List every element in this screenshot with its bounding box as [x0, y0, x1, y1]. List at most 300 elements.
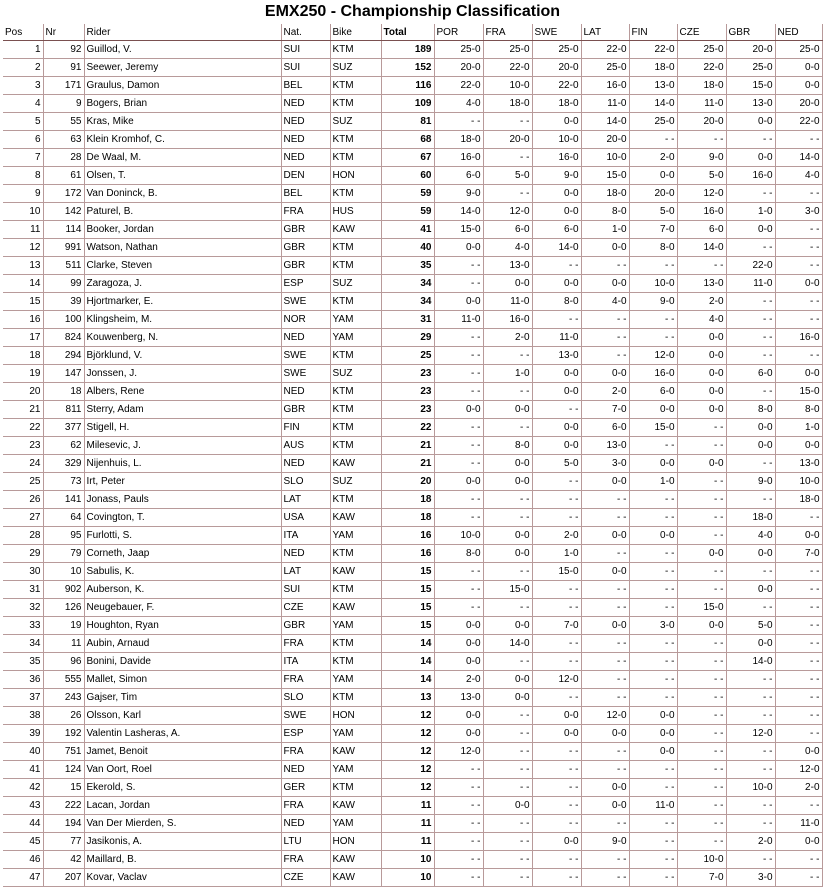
cell-nat: ESP: [281, 725, 330, 743]
cell-rider: Watson, Nathan: [84, 239, 281, 257]
cell-lat: 13-0: [581, 437, 629, 455]
cell-fin: - -: [629, 815, 677, 833]
cell-ned: - -: [775, 239, 822, 257]
cell-total: 12: [381, 779, 434, 797]
cell-pos: 22: [3, 419, 43, 437]
cell-pos: 19: [3, 365, 43, 383]
table-row: [3, 671, 822, 689]
cell-fin: 18-0: [629, 59, 677, 77]
cell-fra: 0-0: [483, 617, 532, 635]
cell-lat: - -: [581, 761, 629, 779]
cell-ned: 10-0: [775, 473, 822, 491]
cell-total: 25: [381, 347, 434, 365]
table-row: [3, 815, 822, 833]
cell-bike: SUZ: [330, 113, 381, 131]
cell-nat: NED: [281, 149, 330, 167]
cell-total: 23: [381, 365, 434, 383]
cell-nat: GBR: [281, 221, 330, 239]
cell-swe: 0-0: [532, 707, 581, 725]
cell-total: 189: [381, 41, 434, 59]
cell-swe: 0-0: [532, 383, 581, 401]
cell-fin: - -: [629, 779, 677, 797]
cell-nat: SUI: [281, 59, 330, 77]
cell-fra: - -: [483, 113, 532, 131]
cell-pos: 9: [3, 185, 43, 203]
cell-total: 152: [381, 59, 434, 77]
cell-fin: 1-0: [629, 473, 677, 491]
cell-fra: 10-0: [483, 77, 532, 95]
cell-pos: 12: [3, 239, 43, 257]
cell-rider: Van Doninck, B.: [84, 185, 281, 203]
cell-nr: 171: [43, 77, 84, 95]
cell-lat: - -: [581, 257, 629, 275]
cell-fin: - -: [629, 491, 677, 509]
cell-bike: HON: [330, 833, 381, 851]
cell-nat: GBR: [281, 617, 330, 635]
cell-swe: 11-0: [532, 329, 581, 347]
cell-rider: Milesevic, J.: [84, 437, 281, 455]
cell-bike: KAW: [330, 797, 381, 815]
cell-nr: 222: [43, 797, 84, 815]
cell-nat: NED: [281, 131, 330, 149]
cell-ned: - -: [775, 725, 822, 743]
header-swe: SWE: [532, 24, 581, 41]
cell-ned: - -: [775, 707, 822, 725]
cell-lat: 25-0: [581, 59, 629, 77]
cell-fra: 6-0: [483, 221, 532, 239]
cell-nr: 147: [43, 365, 84, 383]
cell-rider: Bonini, Davide: [84, 653, 281, 671]
table-header-row: [3, 24, 822, 41]
cell-cze: - -: [677, 707, 726, 725]
cell-cze: - -: [677, 491, 726, 509]
cell-por: - -: [434, 437, 483, 455]
cell-swe: - -: [532, 797, 581, 815]
table-row: [3, 455, 822, 473]
cell-fin: 7-0: [629, 221, 677, 239]
cell-fin: 2-0: [629, 149, 677, 167]
cell-lat: - -: [581, 671, 629, 689]
cell-pos: 45: [3, 833, 43, 851]
cell-bike: KTM: [330, 239, 381, 257]
cell-bike: YAM: [330, 671, 381, 689]
cell-gbr: 6-0: [726, 365, 775, 383]
cell-fin: - -: [629, 545, 677, 563]
cell-gbr: 8-0: [726, 401, 775, 419]
cell-ned: - -: [775, 635, 822, 653]
cell-rider: Jonssen, J.: [84, 365, 281, 383]
cell-pos: 28: [3, 527, 43, 545]
cell-nat: LAT: [281, 491, 330, 509]
cell-bike: HON: [330, 707, 381, 725]
cell-nr: 100: [43, 311, 84, 329]
cell-nat: SWE: [281, 347, 330, 365]
cell-fra: 25-0: [483, 41, 532, 59]
cell-total: 14: [381, 653, 434, 671]
cell-rider: Olsson, Karl: [84, 707, 281, 725]
cell-ned: 0-0: [775, 59, 822, 77]
cell-fin: - -: [629, 131, 677, 149]
cell-gbr: - -: [726, 311, 775, 329]
cell-rider: Graulus, Damon: [84, 77, 281, 95]
cell-gbr: 25-0: [726, 59, 775, 77]
cell-fra: 8-0: [483, 437, 532, 455]
cell-por: - -: [434, 365, 483, 383]
cell-bike: KTM: [330, 401, 381, 419]
cell-fin: 9-0: [629, 293, 677, 311]
cell-gbr: - -: [726, 347, 775, 365]
cell-lat: 16-0: [581, 77, 629, 95]
cell-por: 14-0: [434, 203, 483, 221]
cell-pos: 3: [3, 77, 43, 95]
cell-pos: 11: [3, 221, 43, 239]
cell-rider: Guillod, V.: [84, 41, 281, 59]
cell-nr: 141: [43, 491, 84, 509]
cell-pos: 30: [3, 563, 43, 581]
cell-pos: 26: [3, 491, 43, 509]
cell-total: 40: [381, 239, 434, 257]
cell-ned: 11-0: [775, 815, 822, 833]
cell-cze: - -: [677, 779, 726, 797]
cell-cze: 18-0: [677, 77, 726, 95]
cell-bike: HON: [330, 167, 381, 185]
cell-fra: 0-0: [483, 689, 532, 707]
cell-por: 0-0: [434, 707, 483, 725]
cell-cze: 4-0: [677, 311, 726, 329]
cell-lat: 0-0: [581, 275, 629, 293]
cell-swe: - -: [532, 473, 581, 491]
header-bike: Bike: [330, 24, 381, 41]
cell-fra: - -: [483, 383, 532, 401]
cell-nat: USA: [281, 509, 330, 527]
cell-por: 0-0: [434, 635, 483, 653]
cell-cze: - -: [677, 509, 726, 527]
cell-nr: 172: [43, 185, 84, 203]
cell-ned: - -: [775, 869, 822, 887]
cell-nr: 64: [43, 509, 84, 527]
header-rider: Rider: [84, 24, 281, 41]
cell-rider: Albers, Rene: [84, 383, 281, 401]
cell-gbr: 0-0: [726, 149, 775, 167]
cell-nr: 26: [43, 707, 84, 725]
cell-pos: 5: [3, 113, 43, 131]
cell-fra: - -: [483, 779, 532, 797]
cell-gbr: - -: [726, 761, 775, 779]
cell-fin: - -: [629, 851, 677, 869]
cell-bike: KTM: [330, 419, 381, 437]
cell-pos: 44: [3, 815, 43, 833]
cell-por: - -: [434, 779, 483, 797]
cell-nat: BEL: [281, 185, 330, 203]
cell-ned: - -: [775, 581, 822, 599]
cell-ned: 1-0: [775, 419, 822, 437]
cell-lat: 11-0: [581, 95, 629, 113]
cell-pos: 35: [3, 653, 43, 671]
cell-nat: NOR: [281, 311, 330, 329]
cell-pos: 36: [3, 671, 43, 689]
cell-lat: - -: [581, 491, 629, 509]
cell-total: 22: [381, 419, 434, 437]
cell-por: 4-0: [434, 95, 483, 113]
cell-fra: - -: [483, 743, 532, 761]
cell-pos: 47: [3, 869, 43, 887]
cell-nat: CZE: [281, 869, 330, 887]
cell-ned: - -: [775, 509, 822, 527]
cell-gbr: 11-0: [726, 275, 775, 293]
cell-bike: KTM: [330, 635, 381, 653]
cell-nr: 73: [43, 473, 84, 491]
cell-por: - -: [434, 509, 483, 527]
cell-total: 10: [381, 869, 434, 887]
cell-pos: 38: [3, 707, 43, 725]
cell-cze: 13-0: [677, 275, 726, 293]
cell-por: - -: [434, 833, 483, 851]
cell-cze: 0-0: [677, 455, 726, 473]
header-cze: CZE: [677, 24, 726, 41]
cell-total: 14: [381, 635, 434, 653]
cell-pos: 32: [3, 599, 43, 617]
header-total: Total: [381, 24, 434, 41]
cell-fin: - -: [629, 581, 677, 599]
header-nr: Nr: [43, 24, 84, 41]
cell-ned: - -: [775, 851, 822, 869]
table-row: [3, 167, 822, 185]
cell-gbr: - -: [726, 185, 775, 203]
cell-rider: Irt, Peter: [84, 473, 281, 491]
cell-pos: 16: [3, 311, 43, 329]
cell-por: - -: [434, 563, 483, 581]
cell-por: 12-0: [434, 743, 483, 761]
cell-nat: SWE: [281, 293, 330, 311]
cell-fra: 0-0: [483, 275, 532, 293]
cell-gbr: 0-0: [726, 113, 775, 131]
cell-cze: 0-0: [677, 545, 726, 563]
cell-total: 20: [381, 473, 434, 491]
cell-total: 41: [381, 221, 434, 239]
cell-fra: - -: [483, 761, 532, 779]
cell-nr: 95: [43, 527, 84, 545]
cell-swe: 12-0: [532, 671, 581, 689]
cell-rider: Booker, Jordan: [84, 221, 281, 239]
cell-total: 59: [381, 203, 434, 221]
cell-total: 21: [381, 437, 434, 455]
cell-rider: Sabulis, K.: [84, 563, 281, 581]
cell-nr: 96: [43, 653, 84, 671]
cell-fin: 3-0: [629, 617, 677, 635]
table-row: [3, 419, 822, 437]
cell-nat: NED: [281, 329, 330, 347]
cell-pos: 40: [3, 743, 43, 761]
cell-por: 9-0: [434, 185, 483, 203]
cell-nat: DEN: [281, 167, 330, 185]
cell-lat: - -: [581, 635, 629, 653]
cell-total: 10: [381, 851, 434, 869]
cell-ned: 15-0: [775, 383, 822, 401]
cell-fra: - -: [483, 419, 532, 437]
cell-lat: 18-0: [581, 185, 629, 203]
cell-nat: FRA: [281, 203, 330, 221]
table-row: [3, 617, 822, 635]
cell-por: 2-0: [434, 671, 483, 689]
cell-por: 0-0: [434, 401, 483, 419]
cell-fin: 11-0: [629, 797, 677, 815]
cell-rider: Ekerold, S.: [84, 779, 281, 797]
cell-por: - -: [434, 329, 483, 347]
cell-total: 11: [381, 797, 434, 815]
cell-por: - -: [434, 761, 483, 779]
cell-nat: SUI: [281, 41, 330, 59]
cell-por: - -: [434, 815, 483, 833]
cell-total: 18: [381, 509, 434, 527]
cell-swe: - -: [532, 815, 581, 833]
cell-fin: 10-0: [629, 275, 677, 293]
cell-fin: 0-0: [629, 167, 677, 185]
header-pos: Pos: [3, 24, 43, 41]
cell-nr: 126: [43, 599, 84, 617]
cell-rider: Furlotti, S.: [84, 527, 281, 545]
cell-swe: - -: [532, 761, 581, 779]
cell-pos: 42: [3, 779, 43, 797]
cell-pos: 17: [3, 329, 43, 347]
cell-rider: Kovar, Vaclav: [84, 869, 281, 887]
cell-cze: - -: [677, 815, 726, 833]
cell-gbr: - -: [726, 455, 775, 473]
cell-por: 0-0: [434, 617, 483, 635]
cell-ned: 25-0: [775, 41, 822, 59]
cell-cze: 0-0: [677, 329, 726, 347]
cell-swe: - -: [532, 779, 581, 797]
cell-bike: YAM: [330, 311, 381, 329]
cell-nr: 18: [43, 383, 84, 401]
cell-gbr: - -: [726, 491, 775, 509]
cell-ned: 0-0: [775, 275, 822, 293]
cell-bike: KAW: [330, 851, 381, 869]
cell-gbr: - -: [726, 599, 775, 617]
cell-gbr: 16-0: [726, 167, 775, 185]
cell-swe: 0-0: [532, 419, 581, 437]
cell-lat: 0-0: [581, 779, 629, 797]
cell-fin: 6-0: [629, 383, 677, 401]
header-por: POR: [434, 24, 483, 41]
cell-swe: 5-0: [532, 455, 581, 473]
cell-fra: 11-0: [483, 293, 532, 311]
cell-rider: Valentin Lasheras, A.: [84, 725, 281, 743]
cell-nat: SUI: [281, 581, 330, 599]
cell-swe: 2-0: [532, 527, 581, 545]
cell-rider: Seewer, Jeremy: [84, 59, 281, 77]
cell-bike: HUS: [330, 203, 381, 221]
cell-ned: - -: [775, 671, 822, 689]
cell-pos: 20: [3, 383, 43, 401]
cell-nr: 243: [43, 689, 84, 707]
cell-gbr: - -: [726, 383, 775, 401]
cell-nat: ESP: [281, 275, 330, 293]
cell-nr: 811: [43, 401, 84, 419]
cell-nr: 42: [43, 851, 84, 869]
cell-ned: - -: [775, 185, 822, 203]
cell-fin: 5-0: [629, 203, 677, 221]
cell-total: 13: [381, 689, 434, 707]
cell-bike: KTM: [330, 293, 381, 311]
cell-nat: FRA: [281, 743, 330, 761]
header-ned: NED: [775, 24, 822, 41]
cell-lat: 0-0: [581, 563, 629, 581]
cell-por: - -: [434, 599, 483, 617]
cell-total: 34: [381, 293, 434, 311]
table-row: [3, 707, 822, 725]
cell-pos: 14: [3, 275, 43, 293]
cell-fra: - -: [483, 509, 532, 527]
cell-nr: 28: [43, 149, 84, 167]
cell-gbr: - -: [726, 815, 775, 833]
cell-gbr: 0-0: [726, 419, 775, 437]
cell-gbr: 5-0: [726, 617, 775, 635]
cell-ned: 20-0: [775, 95, 822, 113]
cell-pos: 29: [3, 545, 43, 563]
cell-rider: Klein Kromhof, C.: [84, 131, 281, 149]
cell-total: 11: [381, 833, 434, 851]
cell-swe: 14-0: [532, 239, 581, 257]
cell-pos: 34: [3, 635, 43, 653]
cell-swe: - -: [532, 491, 581, 509]
cell-total: 14: [381, 671, 434, 689]
cell-rider: Van Der Mierden, S.: [84, 815, 281, 833]
cell-bike: KAW: [330, 509, 381, 527]
cell-cze: - -: [677, 833, 726, 851]
cell-rider: Klingsheim, M.: [84, 311, 281, 329]
cell-ned: - -: [775, 221, 822, 239]
cell-bike: KTM: [330, 383, 381, 401]
cell-gbr: - -: [726, 689, 775, 707]
cell-fin: - -: [629, 635, 677, 653]
cell-rider: Björklund, V.: [84, 347, 281, 365]
cell-pos: 41: [3, 761, 43, 779]
cell-total: 34: [381, 275, 434, 293]
cell-cze: - -: [677, 473, 726, 491]
cell-rider: Kras, Mike: [84, 113, 281, 131]
cell-rider: Jasikonis, A.: [84, 833, 281, 851]
cell-rider: Jonass, Pauls: [84, 491, 281, 509]
cell-lat: 0-0: [581, 365, 629, 383]
cell-pos: 39: [3, 725, 43, 743]
cell-nat: SLO: [281, 689, 330, 707]
cell-pos: 23: [3, 437, 43, 455]
cell-cze: 25-0: [677, 41, 726, 59]
cell-ned: 0-0: [775, 527, 822, 545]
cell-total: 18: [381, 491, 434, 509]
cell-fin: - -: [629, 509, 677, 527]
cell-bike: KTM: [330, 185, 381, 203]
cell-gbr: - -: [726, 329, 775, 347]
cell-nr: 63: [43, 131, 84, 149]
cell-nat: NED: [281, 383, 330, 401]
cell-nr: 9: [43, 95, 84, 113]
cell-bike: KTM: [330, 779, 381, 797]
cell-lat: 8-0: [581, 203, 629, 221]
cell-swe: 18-0: [532, 95, 581, 113]
cell-bike: KAW: [330, 221, 381, 239]
cell-por: - -: [434, 113, 483, 131]
table-row: [3, 635, 822, 653]
cell-nat: NED: [281, 815, 330, 833]
cell-por: 8-0: [434, 545, 483, 563]
cell-fra: 1-0: [483, 365, 532, 383]
cell-rider: Maillard, B.: [84, 851, 281, 869]
cell-nr: 377: [43, 419, 84, 437]
cell-swe: - -: [532, 599, 581, 617]
cell-cze: - -: [677, 563, 726, 581]
cell-cze: - -: [677, 671, 726, 689]
